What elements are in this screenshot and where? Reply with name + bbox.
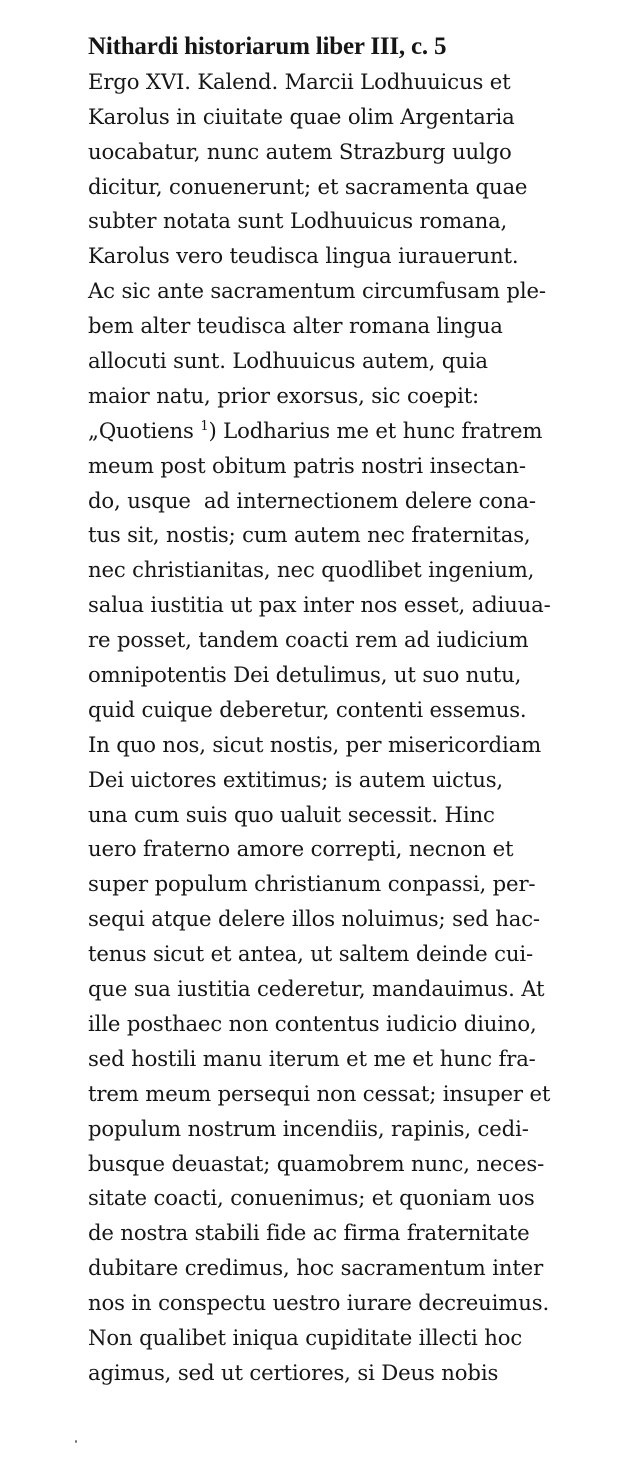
text-line: allocuti sunt. Lodhuuicus autem, quia	[88, 348, 488, 374]
text-line: maior natu, prior exorsus, sic coepit:	[88, 382, 480, 408]
text-line: ille posthaec non contentus iudicio diuino,	[88, 1010, 537, 1036]
text-line: Dei uictores extitimus; is autem uictus,	[88, 766, 504, 792]
text-line: Non qualibet iniqua cupiditate illecti hoc	[88, 1324, 523, 1350]
text-line: do, usque ad internectionem delere cona-	[88, 487, 536, 513]
text-line: subter notata sunt Lodhuuicus romana,	[88, 208, 508, 234]
text-fragment: „Quotiens	[88, 417, 201, 443]
text-line: omnipotentis Dei detulimus, ut suo nutu,	[88, 662, 522, 688]
text-line: dubitare credimus, hoc sacramentum inter	[88, 1255, 544, 1281]
text-line: busque deuastat; quamobrem nunc, neces-	[88, 1150, 545, 1176]
scan-speck	[75, 1440, 77, 1443]
text-line: dicitur, conuenerunt; et sacramenta quae	[88, 173, 528, 199]
text-line: re posset, tandem coacti rem ad iudicium	[88, 627, 529, 653]
text-line: sequi atque delere illos noluimus; sed hac-	[88, 906, 540, 932]
text-line: sed hostili manu iterum et me et hunc fra-	[88, 1045, 536, 1071]
footnote-marker: 1	[200, 418, 209, 434]
text-line: que sua iustitia cederetur, mandauimus. At	[88, 976, 545, 1002]
text-line: salua iustitia ut pax inter nos esset, adiuua-	[88, 592, 551, 618]
text-line: tus sit, nostis; cum autem nec fraternitas,	[88, 522, 531, 548]
text-line: tenus sicut et antea, ut saltem deinde cui-	[88, 941, 533, 967]
text-line-with-footnote	[88, 414, 608, 449]
text-line: de nostra stabili fide ac firma fraternitate	[88, 1220, 530, 1246]
text-line: Karolus vero teudisca lingua iurauerunt.	[88, 243, 519, 269]
text-line: uero fraterno amore correpti, necnon et	[88, 836, 514, 862]
text-line: Ac sic ante sacramentum circumfusam ple-	[88, 278, 546, 304]
text-line: meum post obitum patris nostri insectan-	[88, 452, 526, 478]
text-line: bem alter teudisca alter romana lingua	[88, 313, 503, 339]
text-fragment: Lodharius me et hunc fratrem	[216, 417, 543, 443]
document-heading: Nithardi historiarum liber III, c. 5	[88, 33, 447, 60]
text-line: una cum suis quo ualuit secessit. Hinc	[88, 801, 495, 827]
text-line: nos in conspectu uestro iurare decreuimus.	[88, 1290, 550, 1316]
text-line: Ergo XVI. Kalend. Marcii Lodhuuicus et	[88, 68, 511, 94]
text-line: populum nostrum incendiis, rapinis, cedi-	[88, 1115, 529, 1141]
text-line: trem meum persequi non cessat; insuper et	[88, 1080, 551, 1106]
text-line: Karolus in ciuitate quae olim Argentaria	[88, 103, 515, 129]
document-page	[88, 30, 608, 1391]
text-line: agimus, sed ut certiores, si Deus nobis	[88, 1359, 499, 1385]
text-line: uocabatur, nunc autem Strazburg uulgo	[88, 138, 512, 164]
text-line: quid cuique deberetur, contenti essemus.	[88, 696, 527, 722]
text-line: super populum christianum conpassi, per-	[88, 871, 536, 897]
text-line: In quo nos, sicut nostis, per misericordiam	[88, 731, 542, 757]
footnote-paren: )	[208, 417, 217, 443]
text-line: nec christianitas, nec quodlibet ingenium,	[88, 557, 535, 583]
text-line: sitate coacti, conuenimus; et quoniam uos	[88, 1185, 535, 1211]
